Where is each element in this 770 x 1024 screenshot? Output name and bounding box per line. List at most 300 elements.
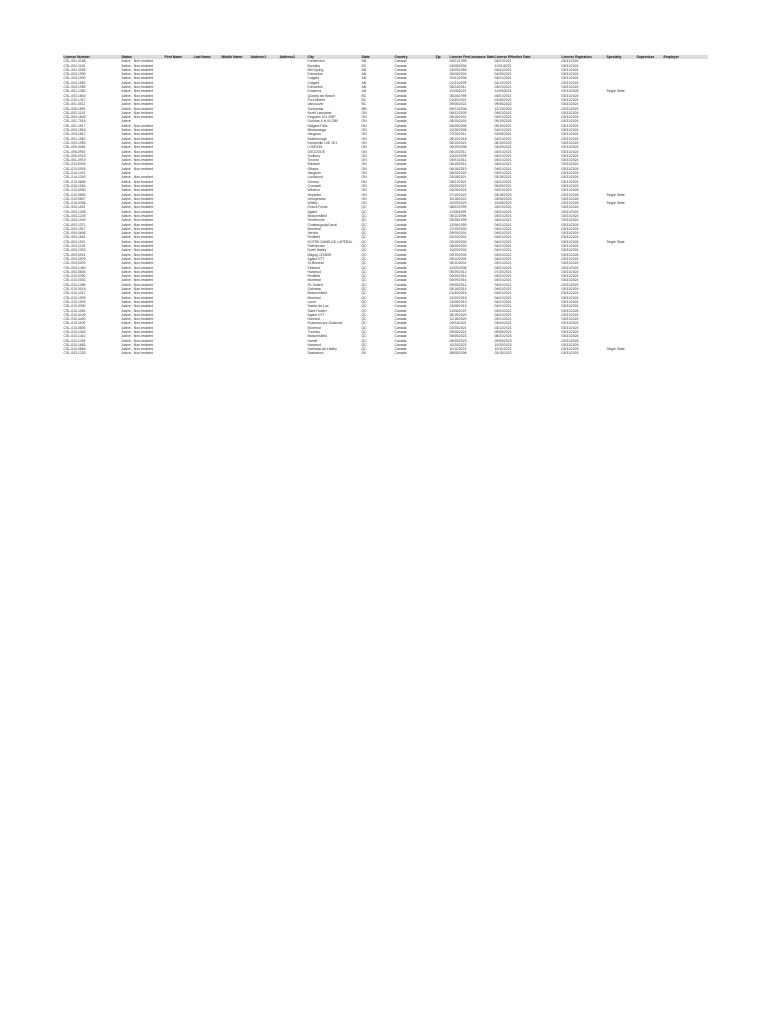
table-cell: 04/04/2021 [494,321,512,326]
column-header: City [307,55,314,59]
table-cell: Single State [606,347,625,352]
table-cell: St-Bruneal [307,261,324,266]
table-cell: Windsor [307,162,320,167]
table-cell: North Hatley [307,248,327,253]
spreadsheet-page [63,55,708,356]
table-cell: CSL-010-1317 [63,97,86,102]
table-cell: CSL-013-9006 [63,162,86,167]
table-cell: Quadra Ice Beach [307,93,335,98]
table-cell: Mill Spring [307,67,324,72]
table-cell: 08/02/1999 [449,205,467,210]
table-cell: 03/31/2026 [561,338,579,343]
table-cell: CSL-014-1421 [63,171,86,176]
table-cell: 06/15/2014 [449,162,467,167]
table-cell: 10/11/2023 [449,347,467,352]
table-cell: 03/31/2024 [561,153,579,158]
table-cell: 11/08/1999 [449,209,467,214]
table-cell: QC [361,269,367,274]
table-cell: ON [361,162,367,167]
table-cell: ON [361,145,367,150]
table-cell: Saint-Hubert [307,308,327,313]
table-cell: ON [361,183,367,188]
table-cell: Port Alberni [307,97,326,102]
table-cell: 03/31/2026 [561,188,579,193]
table-cell: CSL-003-0606 [63,269,86,274]
table-cell: Active - Non-resident [121,295,154,300]
table-cell: CSL-004-0646 [63,231,86,236]
table-cell: CSL-003-1969 [63,85,86,90]
table-cell: Single State [606,89,625,94]
table-cell: 06/09/2003 [449,244,467,249]
table-cell: Active - Non-resident [121,269,154,274]
table-cell: QC [361,304,367,309]
table-cell: CSL-003-0009 [63,261,86,266]
column-header: Country [394,55,408,59]
table-cell: 03/31/2024 [561,59,579,64]
table-cell: CSL-003-1953 [63,140,86,145]
table-cell: 10/20/2009 [449,153,467,158]
table-cell: Harwood [307,269,322,274]
table-cell: 03/31/2024 [561,274,579,279]
table-cell: Active - Non-resident [121,102,154,107]
table-cell: 08/09/2001 [449,231,467,236]
table-cell: Active - Non-resident [121,149,154,154]
table-cell: CSL-002-1129 [63,244,86,249]
table-cell: Windsor [307,188,320,193]
table-cell: QC [361,295,367,300]
table-cell [193,351,221,355]
table-cell: CSL-001-0919 [63,158,86,163]
table-cell: 05/16/2014 [449,287,467,292]
table-cell: Active - Non-resident [121,183,154,188]
table-cell: Canada [394,321,407,326]
table-cell: Sunnyside [307,106,324,111]
table-cell: 05/11/2004 [449,261,467,266]
table-cell: 10/01/2006 [449,76,467,81]
table-cell: 04/01/2021 [494,295,512,300]
table-cell: 03/31/2024 [561,145,579,150]
table-cell: Active - Non-resident [121,128,154,133]
table-cell: QC [361,256,367,261]
table-cell: Canada [394,123,407,128]
table-cell: Active - Non-resident [121,265,154,270]
table-cell: ON [361,115,367,120]
table-cell: 05/15/2003 [449,119,467,124]
table-cell: 10/26/2006 [449,128,467,133]
table-cell: 03/31/2024 [561,269,579,274]
table-cell: Canada [394,119,407,124]
table-cell: QC [361,299,367,304]
table-cell: LONDON [307,145,323,150]
table-cell: 03/31/2024 [561,295,579,300]
table-cell: CSL-003-1661 [63,235,86,240]
table-cell: 03/31/2024 [561,205,579,210]
table-cell: Beaconsfield [307,213,327,218]
table-cell: Vancouver [307,102,324,107]
table-cell: Active - Non-resident [121,89,154,94]
table-cell: CSL-001-0186 [63,59,86,64]
table-cell: 04/01/2021 [494,261,512,266]
table-cell: 04/14/2021 [494,80,512,85]
table-cell: Toronto [307,179,319,184]
table-cell: CSL-001-7916 [63,119,86,124]
table-cell: 04/01/2021 [494,226,512,231]
table-cell: 03/31/2024 [561,291,579,296]
table-cell: Edmonton [307,85,323,90]
table-cell: 04/01/2021 [494,317,512,322]
table-cell: 04/09/1999 [449,67,467,72]
table-cell: 08/15/2020 [449,312,467,317]
table-cell: QC [361,330,367,334]
table-cell: 03/31/2024 [561,278,579,283]
table-cell: QC [361,231,367,236]
table-cell: Active - Non-resident [121,256,154,261]
table-cell: CSL-013-0806 [63,179,86,184]
column-header: License Number [63,55,90,59]
table-cell: Canada [394,330,407,334]
table-cell: Canada [394,235,407,240]
table-cell: CSL-001-1962 [63,136,86,141]
table-cell: 11/09/2023 [449,89,467,94]
table-cell: Fredericton [307,59,325,64]
table-cell: CSL-003-1371 [63,222,86,227]
table-cell: 03/18/2021 [494,175,512,180]
table-cell: CSL-001-1617 [63,123,86,128]
table-cell: 03/31/2024 [561,287,579,292]
table-cell: CSL-003-1962 [63,80,86,85]
table-cell: CSL-010-1080 [63,282,86,287]
table-cell: 04/01/2021 [494,59,512,64]
table-cell: Montreal [307,295,321,300]
table-cell: 03/31/2026 [561,342,579,347]
table-cell: QC [361,291,367,296]
table-cell: 03/12/2021 [494,325,512,330]
table-cell: Canada [394,192,407,197]
table-cell: 04/01/2021 [494,93,512,98]
table-cell: Canada [394,158,407,163]
table-cell: Canada [394,274,407,279]
table-cell: 10/09/2006 [449,265,467,270]
table-cell: Active - Non-resident [121,153,154,158]
table-cell: CSL-010-0090 [63,304,86,309]
table-cell: 04/08/2004 [449,63,467,68]
table-cell: Hamel [307,338,318,343]
table-cell: 03/31/2024 [561,132,579,137]
table-cell: Canada [394,325,407,330]
table-cell: 03/31/2026 [561,201,579,206]
table-cell: ON [361,166,367,171]
table-cell: Canada [394,89,407,94]
table-cell: 03/31/2026 [561,347,579,352]
table-cell: 03/31/2024 [561,115,579,120]
table-cell: Canada [394,201,407,206]
table-cell: CSL-010-1317 [63,291,86,296]
table-cell: Active [121,119,131,124]
table-cell: Gatineau [307,287,322,292]
table-cell: Active - Non-resident [121,252,154,257]
table-cell: 05/16/2001 [449,115,467,120]
table-cell: Kirkland [307,265,320,270]
table-cell: 03/31/2026 [561,334,579,339]
table-cell: 03/31/2024 [561,140,579,145]
table-cell: Active - Non-resident [121,235,154,240]
table-cell: 06/01/2014 [449,158,467,163]
table-cell: ON [361,158,367,163]
table-cell: Scarborough [307,136,327,141]
table-cell: 04/01/2021 [494,205,512,210]
table-cell: Active - Non-resident [121,312,154,317]
table-cell: 03/31/2024 [561,351,579,356]
table-cell: Single State [606,239,625,244]
table-cell: 04/01/2021 [494,308,512,313]
table-cell: 04/01/2021 [494,149,512,154]
table-cell: Active - Non-resident [121,226,154,231]
column-header: Status [121,55,132,59]
table-cell: AB [361,89,367,94]
table-cell: QC [361,226,367,231]
table-cell: Harrison [307,317,321,322]
table-cell: Active - Non-resident [121,317,154,322]
table-cell: Canada [394,175,407,180]
table-cell: Active - Non-resident [121,205,154,210]
table-cell: 04/01/2021 [494,252,512,257]
table-cell: CSL-010-9896 [63,192,86,197]
table-cell: CSL-010-4400 [63,317,86,322]
table-cell: 03/31/2024 [561,299,579,304]
column-header: License First Issuance Date [449,55,494,59]
table-cell: 10/20/2023 [449,342,467,347]
table-cell: CSL-009-0081 [63,145,86,150]
table-cell: 04/01/2021 [494,299,512,304]
table-cell: 05/15/2020 [494,119,512,124]
table-cell: QC [361,342,367,347]
table-cell: Montreal [307,226,321,231]
table-cell: ON [361,123,367,128]
table-cell: Active - Non-resident [121,347,154,352]
table-cell: 03/31/2024 [561,149,579,154]
table-cell: CSL-003-1999 [63,72,86,77]
table-cell: 04/01/2021 [494,235,512,240]
table-cell: 09/28/1999 [449,218,467,223]
table-cell: Active - Non-resident [121,97,154,102]
table-cell: Active - Non-resident [121,201,154,206]
table-cell: 03/31/2024 [561,97,579,102]
table-cell: 08/05/2023 [449,334,467,339]
table-cell: CSL-010-1663 [63,342,86,347]
table-cell: 01/08/2019 [449,299,467,304]
table-cell: 04/01/2021 [494,213,512,218]
table-cell: CSL-003-1239 [63,213,86,218]
table-cell: Edmonton [307,72,323,77]
table-cell: CSL-003-0921 [63,252,86,257]
table-cell: CSL-004-1849 [63,115,86,120]
table-cell: QC [361,222,367,227]
table-cell: QC [361,213,367,218]
table-cell: Active - Non-resident [121,321,154,326]
table-cell: 03/31/2024 [561,136,579,141]
table-cell: 09/09/2021 [494,183,512,188]
table-cell: CSL-003-1153 [63,205,86,210]
table-cell: 03/31/2024 [561,119,579,124]
column-header: First Name [164,55,183,59]
table-cell: 02/08/2021 [494,132,512,137]
table-cell: Active - Non-resident [121,123,154,128]
table-cell: 04/01/2021 [494,239,512,244]
table-cell: CSL-002-0095 [63,67,86,72]
table-cell: Canada [394,72,407,77]
table-cell: 03/16/2000 [449,239,467,244]
table-cell: 03/31/2024 [561,213,579,218]
table-cell: QC [361,278,367,283]
table-cell: 04/06/2023 [494,196,512,201]
table-cell: CSL-006-1891 [63,106,86,111]
table-cell: Canada [394,196,407,201]
table-cell: 03/31/2024 [561,321,579,326]
table-cell: Canada [394,140,407,145]
table-cell: Verdun [307,231,319,236]
table-cell: Active - Non-resident [121,209,154,214]
table-cell: Canada [394,162,407,167]
table-cell: Sherbrooke [307,244,326,249]
table-cell: ON [361,132,367,137]
table-cell: 04/09/2021 [494,145,512,150]
table-cell: 07/20/2021 [494,269,512,274]
table-cell: ON [361,140,367,145]
table-cell: Beaconsfield [307,291,327,296]
table-cell: 11/06/2019 [449,308,467,313]
table-cell: 03/31/2024 [561,123,579,128]
table-cell: Single State [606,201,625,206]
table-cell: CSL-010-0290 [63,274,86,279]
table-cell: 02/20/2002 [449,235,467,240]
table-cell: Chateauguay/Laval [307,222,337,227]
table-cell: Active - Non-resident [121,304,154,309]
table-cell: CSL-003-0929 [63,256,86,261]
table-cell: ON [361,196,367,201]
table-cell: 03/31/2024 [561,179,579,184]
table-cell: 03/15/2022 [494,351,512,356]
table-cell: Ourinha & N 0LZ/B0 [307,119,339,124]
table-cell: 09/09/2023 [494,338,512,343]
table-cell: Canada [394,136,407,141]
table-cell: 03/31/2024 [561,218,579,223]
table-cell: 04/01/2021 [494,218,512,223]
table-cell: Canada [394,347,407,352]
table-cell: Canada [394,304,407,309]
table-cell: CSL-010-1949 [63,299,86,304]
table-cell: CSL-003-1816 [63,128,86,133]
table-cell: 03/31/2024 [561,265,579,270]
table-cell: 01/30/2021 [494,97,512,102]
table-cell: 04/01/2021 [494,244,512,249]
table-cell [164,351,193,355]
table-cell: 06/02/2000 [449,110,467,115]
table-cell: 06/10/2021 [449,140,467,145]
table-cell: Canada [394,317,407,322]
table-cell: CSL-003-1305 [63,209,86,214]
table-cell: Cornwall [307,183,321,188]
table-cell: Active - Non-resident [121,179,154,184]
table-cell: 04/01/2021 [494,166,512,171]
table-cell: Active - Non-resident [121,282,154,287]
table-cell: Canada [394,239,407,244]
table-cell: QC [361,274,367,279]
table-cell: 03/31/2024 [561,128,579,133]
table-cell: 03/31/2024 [561,317,579,322]
column-header: Employer [663,55,679,59]
table-cell: CSL-003-1840 [63,93,86,98]
table-cell: Ottawa [307,166,319,171]
table-row [63,351,708,355]
table-cell: 05/21/2006 [449,106,467,111]
table-cell: Redfield [307,235,320,240]
table-cell: Active - Non-resident [121,162,154,167]
table-cell: Canada [394,149,407,154]
table-cell: Toronto [307,158,319,163]
table-cell: Calgary [307,80,320,85]
table-cell: Active - Non-resident [121,274,154,279]
table-cell: Active - Non-resident [121,196,154,201]
table-cell: QC [361,235,367,240]
table-cell: 09/08/2022 [449,102,467,107]
table-cell: 09/06/2022 [494,102,512,107]
table-cell: Active - Non-resident [121,110,154,115]
table-cell: 03/08/2019 [449,304,467,309]
table-cell: Active - Non-resident [121,76,154,81]
table-cell: 03/31/2024 [561,282,579,287]
table-cell: 04/01/2021 [494,291,512,296]
table-cell: ON [361,153,367,158]
table-cell: AB [361,80,367,85]
table-cell: St. Hubert [307,282,323,287]
table-cell: Active - Non-resident [121,115,154,120]
table-cell: 03/31/2024 [561,93,579,98]
table-cell: Sudbury [307,153,321,158]
table-cell: Montreal [307,278,321,283]
table-cell [663,351,708,355]
table-cell: Active - Non-resident [121,188,154,193]
table-cell: ON [361,110,367,115]
table-cell: 04/01/2021 [494,171,512,176]
table-cell: Laval [307,299,316,304]
table-cell: CSL-010-1354 [63,338,86,343]
table-cell: ON [361,192,367,197]
table-cell: 04/09/2021 [494,72,512,77]
table-cell: 05/20/2014 [449,274,467,279]
column-header: Specialty [606,55,622,59]
table-cell: Canada [394,76,407,81]
table-cell: Canada [394,128,407,133]
table-cell: CSL-010-1109 [63,321,86,326]
table-cell: Active - Non-resident [121,72,154,77]
table-cell: Active - Non-resident [121,175,154,180]
table-cell: 04/01/2021 [494,162,512,167]
table-cell: CSL-003-1917 [63,226,86,231]
table-cell: Active - Non-resident [121,222,154,227]
table-cell: Active - Non-resident [121,166,154,171]
table-cell: 03/31/2024 [561,226,579,231]
table-cell: Canada [394,59,407,64]
table-cell: 05/28/2006 [449,123,467,128]
table-cell: 04/01/2021 [494,231,512,236]
table-cell: 04/01/2021 [494,67,512,72]
table-cell: Agami H7T [307,256,325,261]
table-cell: Vaughan [307,171,321,176]
column-header: License Effective Date [494,55,531,59]
table-cell: QC [361,334,367,339]
table-cell: Canada [394,269,407,274]
table-cell: Emsterra [307,89,322,94]
